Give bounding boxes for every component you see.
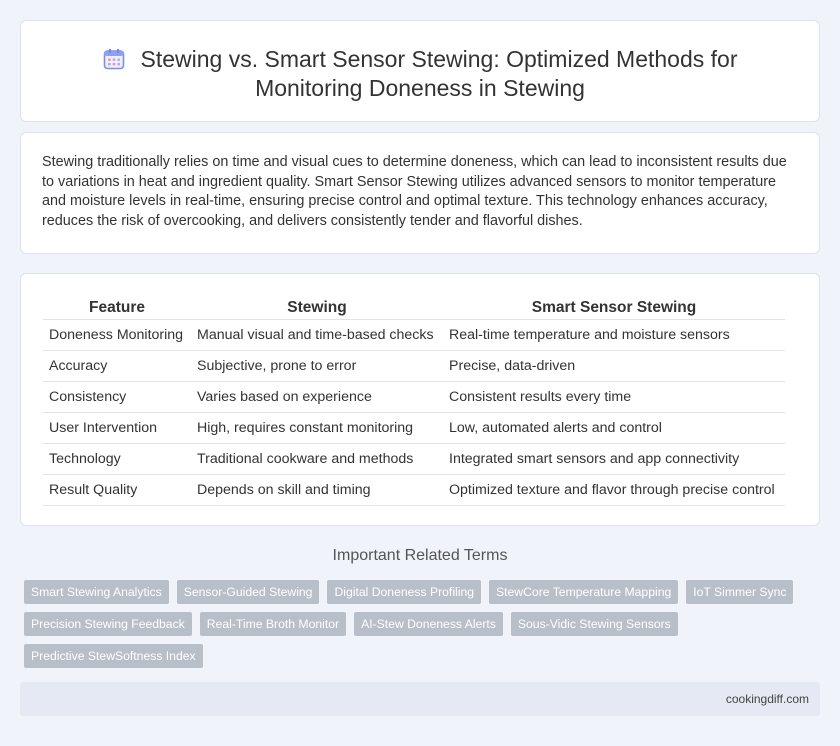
footer-bar [20, 682, 820, 716]
table-cell: Result Quality [43, 474, 191, 505]
comparison-table [43, 297, 785, 506]
summary-text: Stewing traditionally relies on time and visual cues to determine doneness, which can lead to inconsistent results due to variations in heat and ingredient quality. Smart Sensor Stewing utilizes advanced sensors to monitor temperature and moisture levels in real-time, ensuring precise control and optimal texture. This technology enhances accuracy, reduces the risk of overcooking, and delivers consistently tender and flavorful dishes. [42, 154, 787, 229]
header-card [20, 20, 820, 122]
header-stewing: Stewing [191, 297, 443, 319]
related-term-tag[interactable]: Predictive StewSoftness Index [24, 644, 203, 668]
footer-site-link[interactable]: cookingdiff.com [725, 692, 809, 706]
table-cell: Depends on skill and timing [191, 474, 443, 505]
table-cell: Subjective, prone to error [191, 350, 443, 381]
table-row [43, 412, 785, 443]
table-cell: User Intervention [43, 412, 191, 443]
table-cell: Accuracy [43, 350, 191, 381]
related-term-tag[interactable]: Sensor-Guided Stewing [177, 580, 320, 604]
summary-card [20, 132, 820, 254]
table-cell: Manual visual and time-based checks [191, 319, 443, 350]
header-feature: Feature [43, 297, 191, 319]
related-term-tag[interactable]: StewCore Temperature Mapping [489, 580, 678, 604]
related-term-tag[interactable]: IoT Simmer Sync [686, 580, 793, 604]
table-cell: Low, automated alerts and control [443, 412, 785, 443]
table-row [43, 474, 785, 505]
page-title-wrap [21, 45, 819, 103]
related-term-tag[interactable]: Sous-Vidic Stewing Sensors [511, 612, 678, 636]
table-row [43, 443, 785, 474]
calendar-icon [103, 48, 125, 70]
table-cell: Optimized texture and flavor through precise control [443, 474, 785, 505]
related-terms-tags [24, 580, 814, 668]
related-term-tag[interactable]: Precision Stewing Feedback [24, 612, 192, 636]
header-smart-sensor-stewing: Smart Sensor Stewing [443, 297, 785, 319]
related-term-tag[interactable]: Smart Stewing Analytics [24, 580, 169, 604]
table-row [43, 381, 785, 412]
related-term-tag[interactable]: AI-Stew Doneness Alerts [354, 612, 503, 636]
related-term-tag[interactable]: Real-Time Broth Monitor [200, 612, 346, 636]
table-cell: Technology [43, 443, 191, 474]
table-cell: High, requires constant monitoring [191, 412, 443, 443]
table-row [43, 319, 785, 350]
table-cell: Consistency [43, 381, 191, 412]
table-cell: Precise, data-driven [443, 350, 785, 381]
comparison-table-card [20, 273, 820, 526]
page-title: Stewing vs. Smart Sensor Stewing: Optimized Methods for Monitoring Doneness in Stewing [140, 46, 738, 101]
table-cell: Integrated smart sensors and app connectivity [443, 443, 785, 474]
table-cell: Traditional cookware and methods [191, 443, 443, 474]
table-cell: Varies based on experience [191, 381, 443, 412]
table-row [43, 350, 785, 381]
related-term-tag[interactable]: Digital Doneness Profiling [327, 580, 481, 604]
table-cell: Consistent results every time [443, 381, 785, 412]
table-cell: Doneness Monitoring [43, 319, 191, 350]
table-header-row [43, 297, 785, 319]
table-cell: Real-time temperature and moisture sensors [443, 319, 785, 350]
related-terms-heading: Important Related Terms [332, 547, 508, 564]
